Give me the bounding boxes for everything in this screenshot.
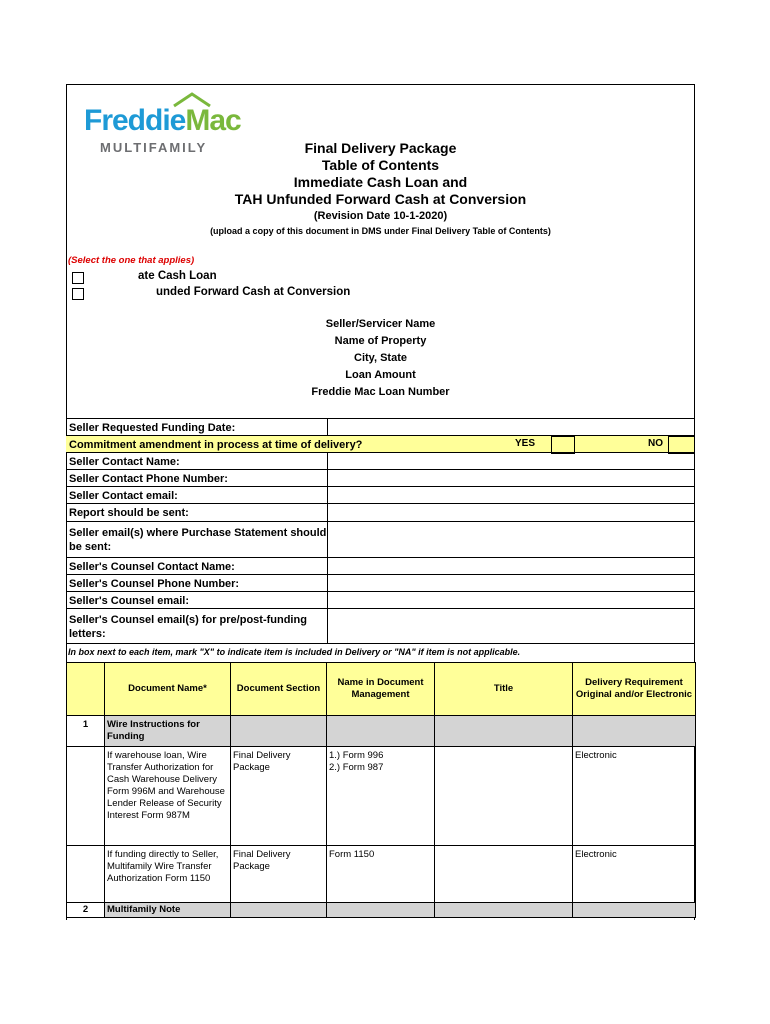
table-row: If funding directly to Seller, Multifamily Wire Transfer Authorization Form 1150 Final Delivery Package Form 1150 Electronic: [67, 846, 696, 903]
purchase-email-row: Seller email(s) where Purchase Statement should be sent:: [66, 521, 695, 557]
contact-name-row: Seller Contact Name:: [66, 452, 695, 469]
counsel-phone-field[interactable]: [327, 575, 695, 591]
counsel-name-row: Seller's Counsel Contact Name:: [66, 557, 695, 574]
freddie-mac-logo: FreddieMac MULTIFAMILY: [80, 92, 250, 152]
counsel-phone-row: Seller's Counsel Phone Number:: [66, 574, 695, 591]
section-row: 2 Multifamily Note: [67, 903, 696, 918]
revision-date: (Revision Date 10-1-2020): [313, 210, 448, 222]
mark-cell[interactable]: [67, 846, 105, 903]
contact-email-row: Seller Contact email:: [66, 486, 695, 503]
select-note: (Select the one that applies): [68, 255, 195, 266]
counsel-letters-row: Seller's Counsel email(s) for pre/post-funding letters:: [66, 608, 695, 644]
checkbox[interactable]: [72, 288, 84, 300]
table-row: If warehouse loan, Wire Transfer Authorization for Cash Warehouse Delivery Form 996M and Warehouse Lender Release of Security Interest Form 987M Final Delivery Package 1.) Form 996 2.) Form 987 Electronic: [67, 747, 696, 846]
contact-phone-row: Seller Contact Phone Number:: [66, 469, 695, 486]
mark-cell[interactable]: [67, 747, 105, 846]
checkbox[interactable]: [72, 272, 84, 284]
contact-phone-field[interactable]: [327, 470, 695, 486]
table-header: Document Name* Document Section Name in Document Management Title Delivery Requirement Original and/or Electronic: [67, 663, 696, 716]
report-row: Report should be sent:: [66, 503, 695, 521]
option-immediate-cash[interactable]: ate Cash Loan: [72, 272, 84, 284]
instruction-note: In box next to each item, mark "X" to indicate item is included in Delivery or "NA" if item is not applicable.: [68, 647, 521, 657]
document-table: [66, 662, 696, 918]
funding-date-field[interactable]: [327, 419, 695, 435]
counsel-email-row: Seller's Counsel email:: [66, 591, 695, 608]
counsel-email-field[interactable]: [327, 592, 695, 608]
commitment-row: Commitment amendment in process at time of delivery? YES NO: [66, 435, 695, 452]
section-row: 1 Wire Instructions for Funding: [67, 716, 696, 747]
report-field[interactable]: [327, 504, 695, 521]
page-title: Final Delivery Package Table of Contents Immediate Cash Loan and TAH Unfunded Forward Cash at Conversion: [234, 140, 527, 207]
contact-name-field[interactable]: [327, 453, 695, 469]
funding-date-row: Seller Requested Funding Date:: [66, 418, 695, 435]
counsel-letters-field[interactable]: [327, 609, 695, 643]
loan-info-block: Seller/Servicer Name Name of Property City, State Loan Amount Freddie Mac Loan Number: [311, 318, 450, 398]
upload-note: (upload a copy of this document in DMS under Final Delivery Table of Contents): [210, 226, 551, 236]
purchase-email-field[interactable]: [327, 522, 695, 557]
counsel-name-field[interactable]: [327, 558, 695, 574]
option-unfunded-forward[interactable]: unded Forward Cash at Conversion: [72, 288, 84, 300]
contact-email-field[interactable]: [327, 487, 695, 503]
